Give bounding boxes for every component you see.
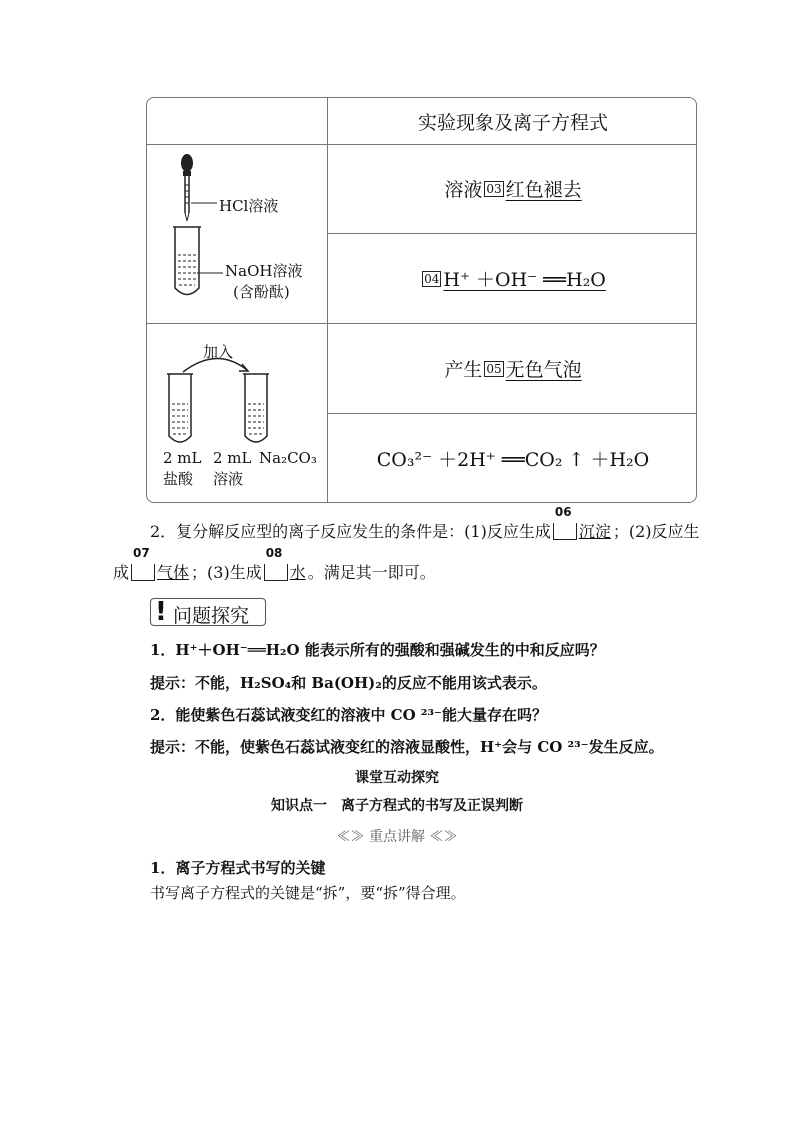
question-1: 1．H⁺＋OH⁻══H₂O 能表示所有的强酸和强碱发生的中和反应吗？ [150, 641, 605, 659]
phenomenon-prefix: 溶液 [444, 179, 483, 201]
conditions-line-2 [113, 546, 436, 583]
equation-text: H⁺ ＋OH⁻ ══H₂O [443, 269, 606, 291]
answer-text: 无色气泡 [505, 359, 582, 381]
volume-label: 2 mL [163, 449, 202, 467]
experiment-table [146, 97, 697, 503]
blank-06 [553, 505, 611, 542]
answer-2: 提示：不能，使紫色石蕊试液变红的溶液显酸性，H⁺会与 CO ²³⁻发生反应。 [150, 738, 664, 756]
solution-label: 溶液 [213, 470, 244, 488]
blank-answer: 沉淀 [578, 522, 611, 541]
answer-1: 提示：不能，H₂SO₄和 Ba(OH)₂的反应不能用该式表示。 [150, 674, 547, 692]
row1-phenomenon [328, 144, 697, 233]
text: 2．复分解反应型的离子反应发生的条件是：(1)反应生成 [150, 522, 551, 541]
blank-answer: 水 [289, 563, 306, 582]
row2-phenomenon [328, 324, 697, 413]
blank-box [553, 523, 577, 540]
blank-number: 06 [554, 505, 572, 519]
banner-title: 问题探究 [173, 605, 250, 627]
row2-equation [328, 414, 697, 503]
table-header: 实验现象及离子方程式 [417, 111, 608, 134]
answer-number: 05 [486, 361, 502, 376]
blank-number: 07 [133, 546, 150, 560]
blank-box [131, 564, 155, 581]
add-label: 加入 [203, 343, 234, 361]
section-title: 课堂互动探究 [355, 770, 439, 786]
text: 成 [113, 563, 130, 582]
item-1-body: 书写离子方程式的关键是“拆”，要“拆”得合理。 [150, 884, 466, 902]
naoh-solution-label: NaOH溶液 [225, 262, 303, 280]
row1-equation [328, 234, 697, 323]
na2co3-label: Na₂CO₃ [259, 449, 317, 467]
blank-07 [131, 546, 190, 583]
hydrochloric-acid-label: 盐酸 [163, 470, 194, 488]
phenolphthalein-label: (含酚酞) [233, 283, 290, 301]
volume-label: 2 mL [213, 449, 252, 467]
blank-answer: 气体 [157, 563, 190, 582]
exclamation-icon: ! [155, 597, 167, 627]
answer-number: 03 [486, 181, 502, 196]
phenomenon-prefix: 产生 [444, 359, 483, 381]
question-2: 2．能使紫色石蕊试液变红的溶液中 CO ²³⁻能大量存在吗？ [150, 706, 547, 724]
hcl-solution-label: HCl溶液 [219, 197, 279, 215]
inquiry-banner [150, 598, 266, 626]
blank-box [264, 564, 288, 581]
answer-number: 04 [424, 271, 440, 286]
blank-number: 08 [265, 546, 283, 560]
conditions-line-1 [150, 505, 700, 542]
section-subtitle: 知识点一 离子方程式的书写及正误判断 [271, 798, 523, 814]
text: ；(3)生成 [191, 563, 262, 582]
text: 。满足其一即可。 [307, 563, 436, 582]
key-points-tag: ≪≫ 重点讲解 ≪≫ [336, 829, 458, 845]
equation-text: CO₃²⁻ ＋2H⁺ ══CO₂ ↑ ＋H₂O [376, 449, 650, 471]
blank-08 [264, 546, 306, 583]
answer-text: 红色褪去 [505, 179, 582, 201]
item-1-heading: 1．离子方程式书写的关键 [150, 859, 326, 877]
text: ；(2)反应生 [612, 522, 700, 541]
